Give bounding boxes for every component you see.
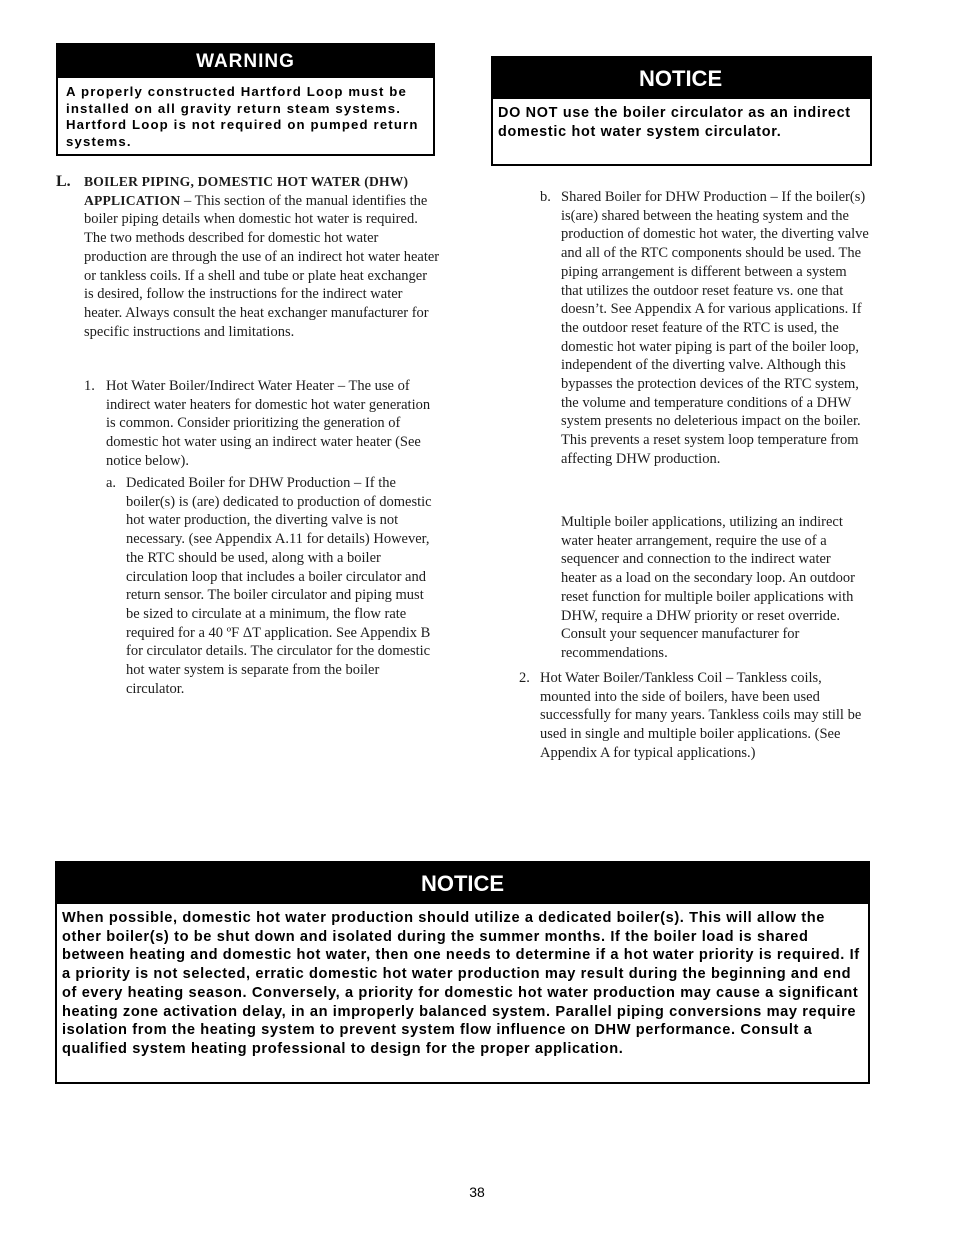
notice-box-bottom [55,861,870,1084]
warning-text: A properly constructed Hartford Loop must be installed on all gravity return steam systems. Hartford Loop is not required on pumped return systems. [66,84,419,149]
notice-heading-bottom: NOTICE [57,863,868,904]
notice-text-bottom: When possible, domestic hot water production should utilize a dedicated boiler(s). This will allow the other boiler(s) to be shut down and isolated during the summer months. If the boiler load is shared between heating and domestic hot water, then one needs to determine if a hot water priority is required. If a priority is not selected, erratic domestic hot water production may result during the beginning and end of every heating season. Conversely, a priority for domestic hot water production may cause a significant heating zone activation delay, in an improperly balanced system. Parallel piping conversions may require isolation from the heating system to prevent system flow influence on DHW performance. Consult a qualified system heating professional to design for the proper application. [62,910,860,1057]
section-heading: BOILER PIPING, DOMESTIC HOT WATER (DHW) APPLICATION [84,174,409,208]
warning-box [56,43,435,156]
list-item-1 [84,377,434,471]
list-item-text: Shared Boiler for DHW Production – If the boiler(s) is(are) shared between the heating system and the production of domestic hot water, the diverting valve and all of the RTC components should be used. The piping arrangement is different between a system that utilizes the outdoor reset feature vs. one that doesn’t. See Appendix A for various applications. If the outdoor reset feature of the RTC is used, the domestic hot water piping is part of the boiler loop, independent of the diverting valve. Although this bypasses the protection devices of the RTC system, the volume and temperature conditions of a DHW system presents no deleterious impact on the boiler. This prevents a reset system loop temperature from affecting DHW production. [561,189,869,467]
section-letter: L. [56,173,71,190]
section-body: – This section of the manual identifies the boiler piping details when domestic hot water is required. The two methods described for domestic hot water production are through the use of an indirect hot water heater or tankless coils. If a shell and tube or plate heat exchanger is desired, follow the instructions for the indirect water heater. Always consult the heat exchanger manufacturer for specific instructions and limitations. [84,192,440,340]
list-marker: b. [540,189,551,205]
notice-heading-top: NOTICE [493,58,870,99]
list-item-1a [106,474,436,698]
notice-text-top: DO NOT use the boiler circulator as an indirect domestic hot water system circulator. [498,105,851,140]
list-item-1b-paragraph-2: Multiple boiler applications, utilizing an indirect water heater arrangement, require the use of a sequencer and connection to the indirect water heater as a load on the secondary loop. An outdoor reset function for multiple boiler applications with DHW, require a DHW priority or reset override. Consult your sequencer manufacturer for recommendations. [561,514,855,661]
section-l [56,173,440,341]
page-number: 38 [469,1184,485,1200]
list-item-2 [519,669,869,763]
list-marker: 1. [84,378,95,394]
section-paragraph [84,173,440,341]
list-item-text: Hot Water Boiler/Tankless Coil – Tankless coils, mounted into the side of boilers, have been used successfully for many years. Tankless coils may still be used in single and multiple boiler applications. (See Appendix A for typical applications.) [540,670,862,761]
list-item-text: Dedicated Boiler for DHW Production – If the boiler(s) is (are) dedicated to production of domestic hot water production, the diverting valve is not necessary. (see Appendix A.11 for details) However, the RTC should be used, along with a boiler circulation loop that includes a boiler circulator and return sensor. The boiler circulator and piping must be sized to circulate at a minimum, the flow rate required for a 40 ºF ΔT application. See Appendix B for circulator details. The circulator for the domestic hot water system is separate from the boiler circulator. [126,475,432,697]
warning-heading: WARNING [58,45,433,78]
list-marker: 2. [519,670,530,686]
list-item-text: Hot Water Boiler/Indirect Water Heater – The use of indirect water heaters for domestic hot water generation is common. Consider prioritizing the generation of domestic hot water using an indirect water heater (See notice below). [106,378,431,469]
notice-box-top [491,56,872,166]
list-item-1b [540,188,870,469]
list-marker: a. [106,475,117,491]
